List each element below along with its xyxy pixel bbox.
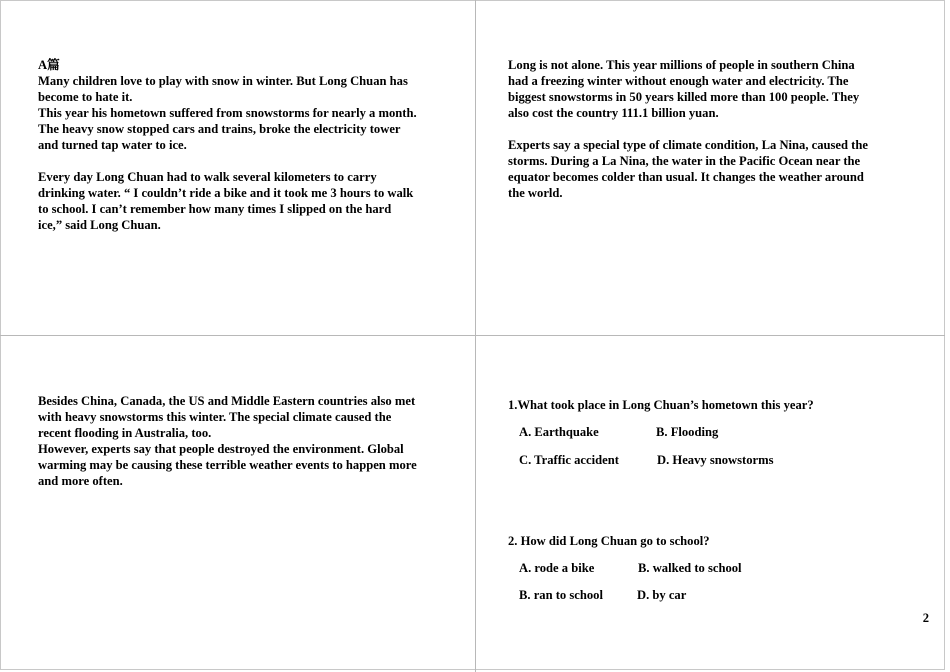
text-line: recent flooding in Australia, too. <box>38 426 212 440</box>
text-line: ice,” said Long Chuan. <box>38 218 161 232</box>
page-number: 2 <box>922 611 929 625</box>
vertical-divider <box>475 0 476 672</box>
panel-b-passage <box>508 57 928 201</box>
text-line: Many children love to play with snow in winter. But Long Chuan has <box>38 74 408 88</box>
q1-option-d[interactable]: D. Heavy snowstorms <box>657 453 774 467</box>
text-line: had a freezing winter without enough water and electricity. The <box>508 74 849 88</box>
question-2-options-row-2 <box>508 587 928 603</box>
paragraph-gap <box>508 121 928 137</box>
panel-d-questions <box>508 397 928 603</box>
q2-option-b[interactable]: B. walked to school <box>638 561 742 575</box>
question-2-text: 2. How did Long Chuan go to school? <box>508 534 710 548</box>
text-line: also cost the country 111.1 billion yuan. <box>508 106 719 120</box>
text-line: biggest snowstorms in 50 years killed more than 100 people. They <box>508 90 860 104</box>
q2-option-a[interactable]: A. rode a bike <box>519 561 595 575</box>
text-line: equator becomes colder than usual. It changes the weather around <box>508 170 864 184</box>
text-line: and turned tap water to ice. <box>38 138 187 152</box>
q1-option-c[interactable]: C. Traffic accident <box>519 453 619 467</box>
text-line: The heavy snow stopped cars and trains, broke the electricity tower <box>38 122 401 136</box>
text-line: become to hate it. <box>38 90 133 104</box>
question-2-options-row-1 <box>508 560 928 576</box>
text-line: and more often. <box>38 474 123 488</box>
paragraph-gap <box>38 153 458 169</box>
text-line: storms. During a La Nina, the water in the Pacific Ocean near the <box>508 154 861 168</box>
question-1-options-row-1 <box>508 424 928 440</box>
text-line: Experts say a special type of climate condition, La Nina, caused the <box>508 138 868 152</box>
text-line: Long is not alone. This year millions of people in southern China <box>508 58 855 72</box>
question-1-options-row-2 <box>508 452 928 468</box>
panel-a-passage <box>38 57 458 233</box>
text-line: warming may be causing these terrible weather events to happen more <box>38 458 417 472</box>
text-line: the world. <box>508 186 563 200</box>
panel-c-passage <box>38 393 458 489</box>
text-line: Every day Long Chuan had to walk several kilometers to carry <box>38 170 377 184</box>
question-1-text: 1.What took place in Long Chuan’s hometown this year? <box>508 398 814 412</box>
q2-option-d[interactable]: D. by car <box>637 588 687 602</box>
text-line: to school. I can’t remember how many times I slipped on the hard <box>38 202 392 216</box>
text-line: This year his hometown suffered from snowstorms for nearly a month. <box>38 106 417 120</box>
section-heading: A篇 <box>38 58 60 72</box>
q1-option-b[interactable]: B. Flooding <box>656 425 719 439</box>
text-line: with heavy snowstorms this winter. The special climate caused the <box>38 410 392 424</box>
text-line: drinking water. “ I couldn’t ride a bike and it took me 3 hours to walk <box>38 186 414 200</box>
text-line: However, experts say that people destroyed the environment. Global <box>38 442 404 456</box>
q1-option-a[interactable]: A. Earthquake <box>519 425 599 439</box>
q2-option-c[interactable]: B. ran to school <box>519 588 603 602</box>
horizontal-divider <box>0 335 945 336</box>
text-line: Besides China, Canada, the US and Middle Eastern countries also met <box>38 394 416 408</box>
